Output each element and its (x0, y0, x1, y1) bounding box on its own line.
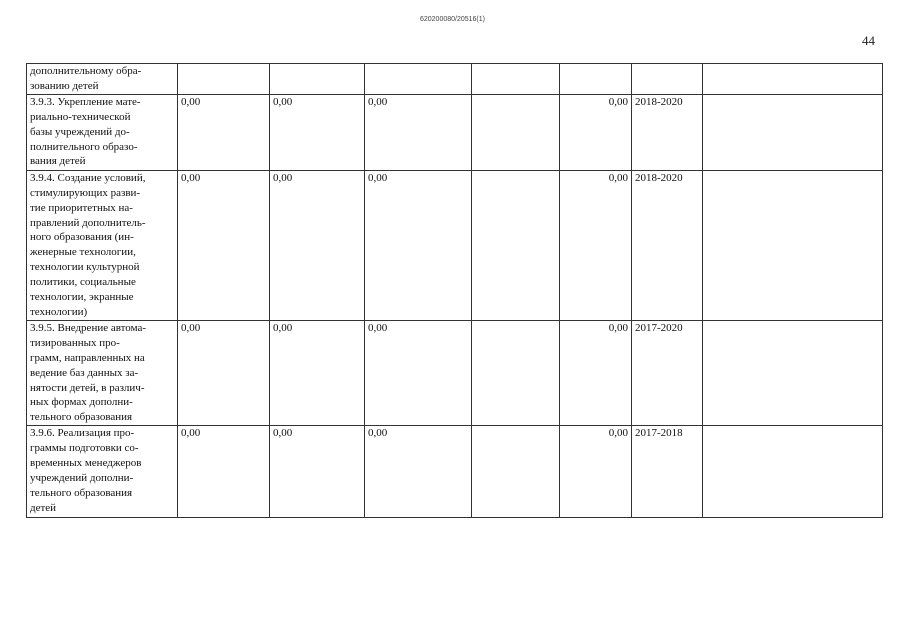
value-cell: 0,00 (178, 320, 270, 425)
page-number: 44 (862, 33, 875, 48)
value-cell (472, 94, 560, 170)
period-cell (632, 64, 703, 95)
value-cell: 0,00 (560, 94, 632, 170)
value-cell: 0,00 (270, 320, 365, 425)
period-cell: 2017-2020 (632, 320, 703, 425)
row-description: 3.9.5. Внедрение автома- тизированных про- грамм, направленных на ведение баз данных за- нятости детей, в различ- ных формах дополни- тельного образования (27, 320, 178, 425)
value-cell: 0,00 (365, 426, 472, 518)
value-cell (365, 64, 472, 95)
budget-table (26, 63, 883, 518)
value-cell: 0,00 (560, 170, 632, 320)
row-description: 3.9.4. Создание условий, стимулирующих разви- тие приоритетных на- правлений дополнитель- ного образования (ин- женерные технологии, технологии культурной политики, социальные технологии, экранные технологии) (27, 170, 178, 320)
note-cell (703, 94, 883, 170)
period-cell: 2018-2020 (632, 94, 703, 170)
value-cell (472, 64, 560, 95)
document-id: 620200080/20516(1) (419, 16, 485, 23)
period-cell: 2017-2018 (632, 426, 703, 518)
value-cell (270, 64, 365, 95)
value-cell: 0,00 (178, 94, 270, 170)
value-cell: 0,00 (560, 320, 632, 425)
value-cell: 0,00 (178, 170, 270, 320)
row-description: 3.9.3. Укрепление мате- риально-технической базы учреждений до- полнительного образо- вания детей (27, 94, 178, 170)
table-row (27, 320, 883, 425)
row-description: дополнительному обра- зованию детей (27, 64, 178, 95)
note-cell (703, 426, 883, 518)
table-row (27, 426, 883, 518)
table-row (27, 170, 883, 320)
value-cell (178, 64, 270, 95)
value-cell: 0,00 (365, 320, 472, 425)
value-cell: 0,00 (560, 426, 632, 518)
value-cell (472, 170, 560, 320)
value-cell (560, 64, 632, 95)
note-cell (703, 170, 883, 320)
value-cell: 0,00 (178, 426, 270, 518)
value-cell (472, 426, 560, 518)
table-row (27, 94, 883, 170)
period-cell: 2018-2020 (632, 170, 703, 320)
row-description: 3.9.6. Реализация про- граммы подготовки со- временных менеджеров учреждений дополни- тельного образования детей (27, 426, 178, 518)
value-cell: 0,00 (270, 170, 365, 320)
note-cell (703, 320, 883, 425)
value-cell: 0,00 (270, 426, 365, 518)
value-cell: 0,00 (365, 170, 472, 320)
note-cell (703, 64, 883, 95)
value-cell (472, 320, 560, 425)
value-cell: 0,00 (270, 94, 365, 170)
value-cell: 0,00 (365, 94, 472, 170)
table-row (27, 64, 883, 95)
